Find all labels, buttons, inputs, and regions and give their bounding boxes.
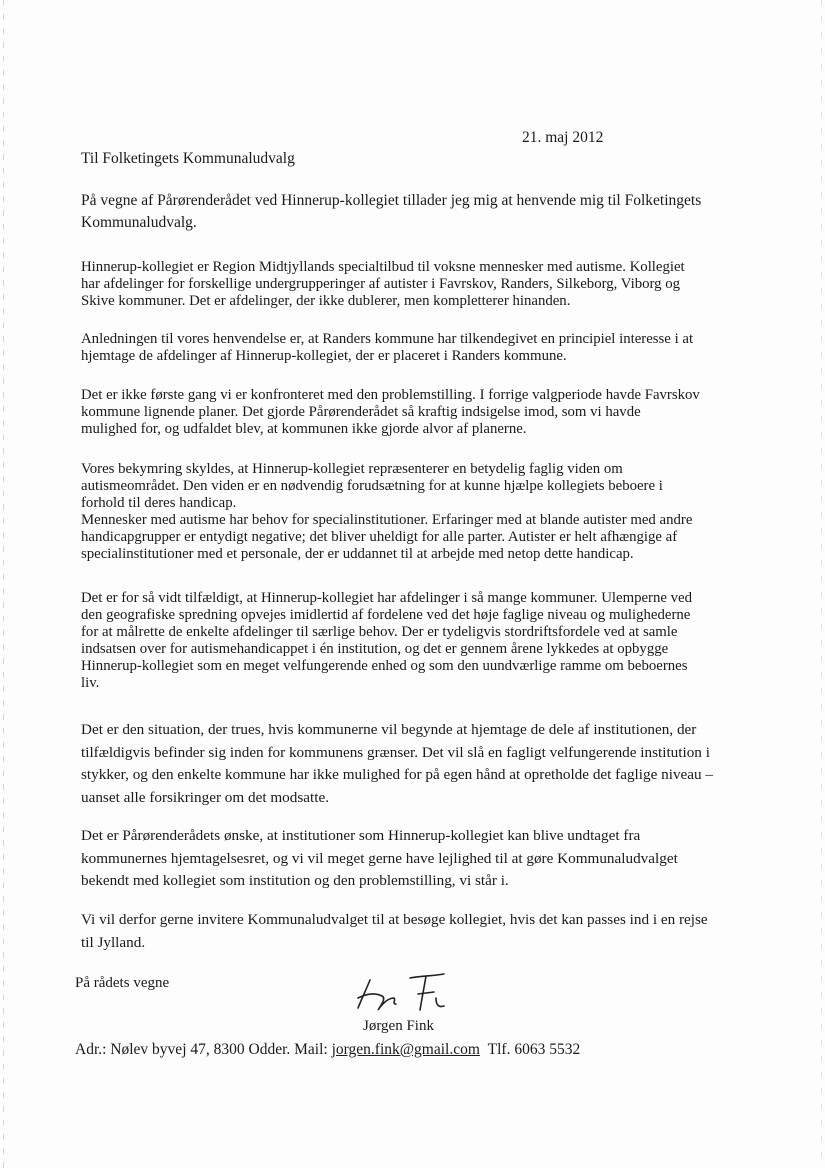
paragraph-line: Hinnerup-kollegiet er Region Midtjyllands specialtilbud til voksne mennesker med autisme. Kollegiet (81, 259, 685, 275)
email-link[interactable]: jorgen.fink@gmail.com (331, 1041, 480, 1058)
paragraph-line: Skive kommuner. Det er afdelinger, der ikke dublerer, men kompletterer hinanden. (81, 293, 571, 309)
paragraph-line: Vi vil derfor gerne invitere Kommunaludvalget til at besøge kollegiet, hvis det kan passes ind i en rejse (81, 911, 708, 928)
paragraph-line: til Jylland. (81, 933, 146, 951)
paragraph-line: Vores bekymring skyldes, at Hinnerup-kollegiet repræsenterer en betydelig faglig viden om (81, 461, 623, 477)
paragraph-line: har afdelinger for forskellige undergrupperinger af autister i Favrskov, Randers, Silkeborg, Viborg og (81, 276, 681, 292)
address-text: Adr.: Nølev byvej 47, 8300 Odder. Mail: (75, 1041, 332, 1058)
paragraph-line: handicapgrupper er entydigt negative; det bliver uheldigt for alle parter. Autister er helt afhængige af (81, 529, 678, 545)
paragraph-line: bekendt med kollegiet som institution og den problemstilling, vi står i. (81, 872, 509, 889)
paragraph-line: Det er for så vidt tilfældigt, at Hinnerup-kollegiet har afdelinger i så mange kommuner. Ulemperne ved (81, 590, 693, 606)
paragraph-occasion (81, 331, 741, 365)
scan-edge-left (3, 0, 4, 1168)
closing-line: På rådets vegne (75, 975, 170, 991)
paragraph-wish (81, 825, 741, 893)
paragraph-line: Anledningen til vores henvendelse er, at Randers kommune har tilkendegivet en principiel interesse i at (81, 331, 694, 347)
paragraph-line: Kommunaludvalg. (81, 214, 197, 231)
letter-date: 21. maj 2012 (522, 129, 604, 146)
paragraph-departments (81, 590, 741, 692)
paragraph-line: kommune lignende planer. Det gjorde Pårørenderådet så kraftig indsigelse imod, som vi havde (81, 404, 641, 420)
paragraph-invitation (81, 909, 741, 954)
signer-name: Jørgen Fink (363, 1018, 434, 1034)
paragraph-line: autismeområdet. Den viden er en nødvendig forudsætning for at kunne hjælpe kollegiets beboere i (81, 478, 663, 494)
paragraph-line: indsatsen over for autismehandicappet i én institution, og det er gennem årene lykkedes at opbygge (81, 641, 669, 657)
paragraph-line: for at målrette de enkelte afdelinger til særlige behov. Der er tydeligvis stordriftsfordele ved at samle (81, 624, 678, 640)
paragraph-line: forhold til deres handicap. (81, 495, 237, 511)
paragraph-line: Hinnerup-kollegiet som en meget velfungerende enhed og som den uundværlige ramme om beboernes (81, 658, 688, 674)
scan-edge-right (821, 0, 822, 1168)
paragraph-line: liv. (81, 675, 100, 691)
paragraph-line: stykker, og den enkelte kommune har ikke mulighed for på egen hånd at opretholde det faglige niveau – (81, 766, 714, 783)
phone-number: Tlf. 6063 5532 (487, 1041, 581, 1058)
paragraph-history (81, 387, 741, 438)
letter-recipient: Til Folketingets Kommunaludvalg (81, 150, 295, 167)
paragraph-line: mulighed for, og udfaldet blev, at kommunen ikke gjorde alvor af planerne. (81, 421, 527, 437)
paragraph-line: specialinstitutioner med et personale, der er uddannet til at arbejde med netop dette handicap. (81, 546, 634, 562)
paragraph-intro (81, 190, 746, 234)
paragraph-line: tilfældigvis befinder sig inden for kommunens grænser. Det vil slå en fagligt velfungerende institution i (81, 743, 710, 761)
paragraph-line: hjemtage de afdelinger af Hinnerup-kollegiet, der er placeret i Randers kommune. (81, 348, 567, 364)
paragraph-about (81, 259, 741, 310)
paragraph-line: Mennesker med autisme har behov for specialinstitutioner. Erfaringer med at blande autister med andre (81, 512, 693, 528)
paragraph-line: Det er Pårørenderådets ønske, at institutioner som Hinnerup-kollegiet kan blive undtaget fra (81, 827, 641, 844)
contact-address (75, 1041, 580, 1059)
paragraph-line: kommunernes hjemtagelsesret, og vi vil meget gerne have lejlighed til at gøre Kommunaludvalget (81, 849, 678, 867)
paragraph-line: På vegne af Pårørenderådet ved Hinnerup-kollegiet tillader jeg mig at henvende mig til Folketingets (81, 192, 702, 209)
paragraph-line: Det er ikke første gang vi er konfronteret med den problemstilling. I forrige valgperiode havde Favrskov (81, 387, 700, 403)
paragraph-threat (81, 719, 741, 809)
paragraph-line: Det er den situation, der trues, hvis kommunerne vil begynde at hjemtage de dele af institutionen, der (81, 721, 697, 738)
paragraph-line: den geografiske spredning opvejes imidlertid af fordelene ved det høje faglige niveau og mulighederne (81, 607, 691, 623)
paragraph-line: uanset alle forsikringer om det modsatte. (81, 788, 329, 806)
paragraph-concern (81, 461, 741, 563)
handwritten-signature (352, 968, 452, 1018)
